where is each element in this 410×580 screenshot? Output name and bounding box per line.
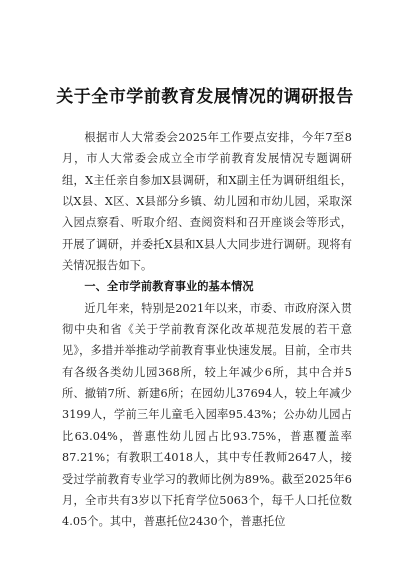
document-title: 关于全市学前教育发展情况的调研报告 (56, 87, 354, 107)
document-body (62, 127, 352, 533)
section-paragraph-basic-situation: 近几年来，特别是2021年以来，市委、市政府深入贯彻中央和省《关于学前教育深化改革规范发展的若干意见》，多措并举推动学前教育事业快速发展。目前，全市共有各级各类幼儿园368所，较上年减少6所，其中合并5所、撤销7所、新建6所；在园幼儿37694人，较上年减少3199人，学前三年儿童毛入园率95.43%；公办幼儿园占比63.04%，普惠性幼儿园占比93.75%，普惠覆盖率87.21%；有教职工4018人，其中专任教师2647人，接受过学前教育专业学习的教师比例为89%。截至2025年6月，全市共有3岁以下托育学位5063个，每千人口托位数4.05个。其中，普惠托位2430个，普惠托位 (62, 301, 352, 529)
section-heading-basic-situation: 一、全市学前教育事业的基本情况 (84, 280, 254, 294)
intro-paragraph: 根据市人大常委会2025年工作要点安排，今年7至8月，市人大常委会成立全市学前教育发展情况专题调研组，X主任亲自参加X县调研，和X副主任为调研组组长，以X县、X区、X县部分乡镇、幼儿园和市幼儿园，采取深入园点察看、听取介绍、查阅资料和召开座谈会等形式，开展了调研，并委托X县和X县人大同步进行调研。现将有关情况报告如下。 (62, 131, 352, 273)
